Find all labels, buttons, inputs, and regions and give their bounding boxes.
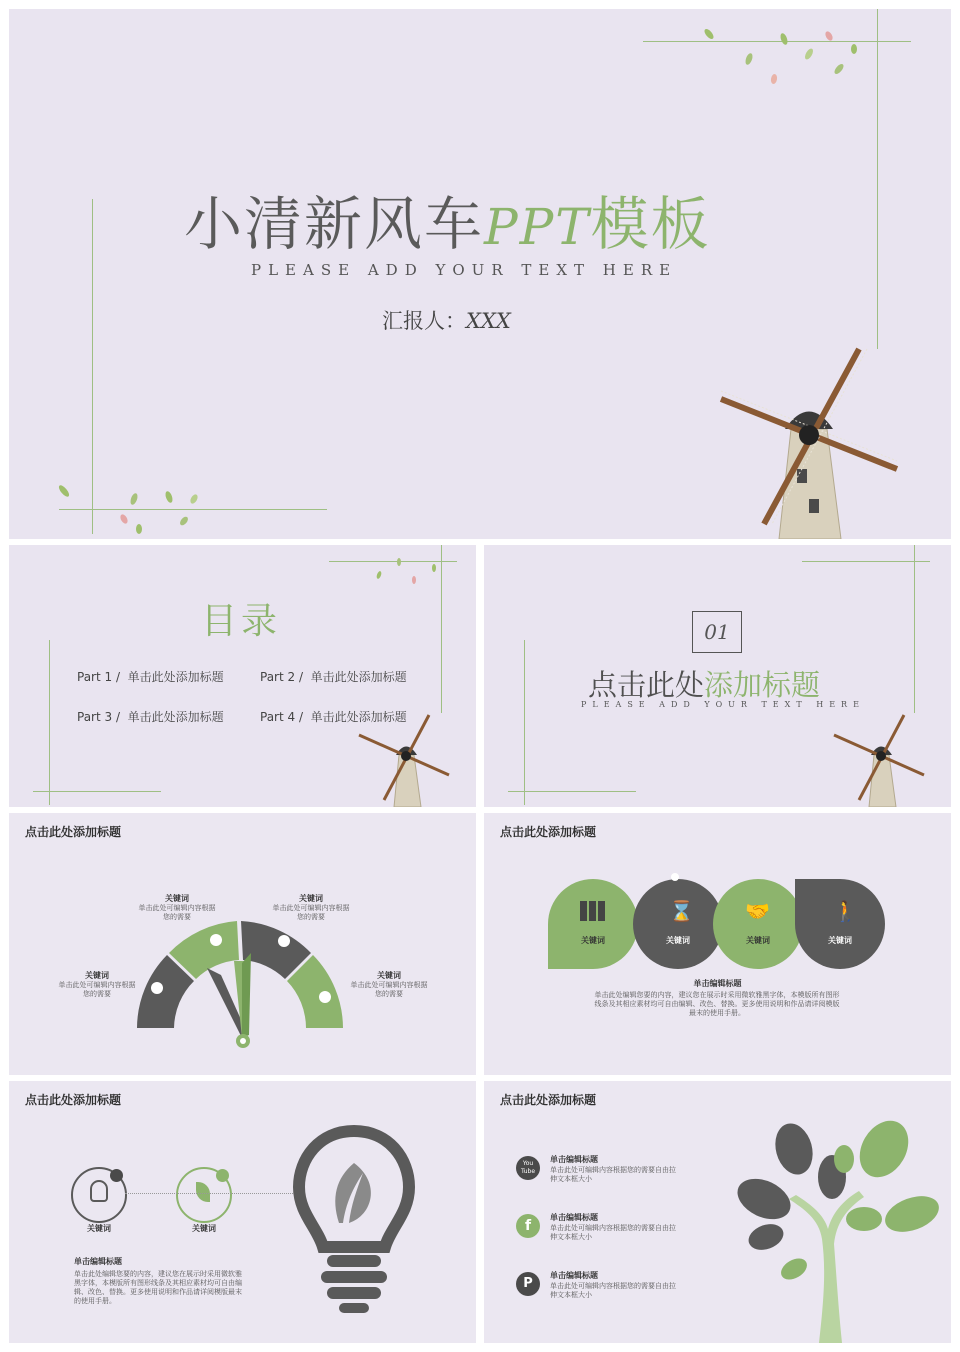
slide-title: 点击此处添加标题 bbox=[25, 825, 122, 839]
cover-title-end: 模板 bbox=[590, 190, 711, 258]
social-heading: 单击编辑标题 bbox=[550, 1213, 598, 1222]
slide-title: 点击此处添加标题 bbox=[25, 1093, 122, 1107]
keyword: 关键词 bbox=[299, 894, 323, 903]
contents-item-text: 单击此处添加标题 bbox=[310, 670, 407, 684]
keyword-desc: 单击此处可编辑内容根据您的需要 bbox=[272, 904, 350, 921]
leaf-icon bbox=[196, 1182, 210, 1202]
tree-illustration bbox=[724, 1119, 944, 1343]
leaves-decoration bbox=[339, 550, 449, 590]
gauge-label-1 bbox=[57, 970, 137, 999]
keyword-desc: 单击此处可编辑内容根据您的需要 bbox=[58, 981, 136, 998]
social-desc: 单击此处可编辑内容根据您的需要自由拉伸文本框大小 bbox=[550, 1224, 676, 1241]
lightbulb-icon bbox=[90, 1180, 108, 1202]
cover-reporter bbox=[382, 305, 511, 335]
section-title-a: 点击此处 bbox=[588, 668, 705, 702]
contents-item-part: Part 4 / bbox=[260, 710, 303, 724]
cover-subtitle: PLEASE ADD YOUR TEXT HERE bbox=[251, 261, 678, 279]
bulb-kw-2: 关键词 bbox=[192, 1224, 216, 1233]
circles-body: 单击此处编辑您要的内容，建议您在展示时采用微软雅黑字体，本模版所有图形线条及其相应素材均可自由编辑、改色、替换。更多使用说明和作品请详阅模版最末的使用手册。 bbox=[594, 991, 840, 1017]
contents-item-part: Part 1 / bbox=[77, 670, 120, 684]
section-hline-top bbox=[802, 561, 930, 562]
dot-icon bbox=[671, 873, 679, 881]
contents-item-1[interactable] bbox=[77, 668, 224, 685]
slide-contents[interactable] bbox=[9, 545, 476, 807]
keyword: 关键词 bbox=[165, 894, 189, 903]
contents-item-text: 单击此处添加标题 bbox=[310, 710, 407, 724]
section-subtitle: PLEASE ADD YOUR TEXT HERE bbox=[581, 700, 865, 709]
contents-vline-left bbox=[49, 640, 50, 805]
social-desc: 单击此处可编辑内容根据您的需要自由拉伸文本框大小 bbox=[550, 1282, 676, 1299]
hourglass-icon: ⌛ bbox=[669, 899, 694, 923]
social-heading: 单击编辑标题 bbox=[550, 1155, 598, 1164]
pinterest-icon[interactable] bbox=[516, 1272, 540, 1296]
contents-item-3[interactable] bbox=[77, 708, 224, 725]
slide-gauge[interactable] bbox=[9, 813, 476, 1075]
binders-icon bbox=[580, 901, 606, 921]
keyword: 关键词 bbox=[85, 971, 109, 980]
lightbulb-illustration bbox=[291, 1123, 417, 1319]
circle-label: 关键词 bbox=[666, 936, 690, 945]
slide-title: 点击此处添加标题 bbox=[500, 1093, 597, 1107]
person-icon: 🚶 bbox=[833, 899, 858, 923]
cover-title-accent: PPT bbox=[484, 198, 591, 256]
circles-heading: 单击编辑标题 bbox=[693, 979, 742, 988]
section-vline-right bbox=[914, 545, 915, 713]
slide-title: 点击此处添加标题 bbox=[500, 825, 597, 839]
section-hline-bottom bbox=[508, 791, 636, 792]
circle-item-4[interactable] bbox=[795, 879, 885, 969]
section-vline-left bbox=[524, 640, 525, 805]
circle-item-1[interactable] bbox=[548, 879, 638, 969]
section-title bbox=[588, 663, 820, 704]
pinterest-icon-text: P bbox=[523, 1276, 533, 1291]
circle-label: 关键词 bbox=[746, 936, 770, 945]
keyword-desc: 单击此处可编辑内容根据您的需要 bbox=[350, 981, 428, 998]
windmill-image bbox=[699, 339, 909, 539]
handshake-icon: 🤝 bbox=[745, 899, 770, 923]
gauge-label-2 bbox=[137, 893, 217, 922]
circle-item-3[interactable] bbox=[713, 879, 803, 969]
slide-circles[interactable] bbox=[484, 813, 951, 1075]
youtube-icon[interactable] bbox=[516, 1156, 540, 1180]
contents-hline-bottom bbox=[33, 791, 161, 792]
contents-item-text: 单击此处添加标题 bbox=[127, 670, 224, 684]
top-right-vline bbox=[877, 9, 878, 349]
bulb-body: 单击此处编辑您要的内容，建议您在展示时采用微软雅黑字体，本模版所有图形线条及其相应素材均可自由编辑、改色、替换。更多使用说明和作品请详阅模版最末的使用手册。 bbox=[74, 1270, 242, 1305]
section-number: 01 bbox=[692, 611, 742, 653]
gauge-label-3 bbox=[271, 893, 351, 922]
slide-section[interactable] bbox=[484, 545, 951, 807]
leaves-decoration-bottom bbox=[49, 479, 229, 539]
slide-bulb[interactable] bbox=[9, 1081, 476, 1343]
section-title-b: 添加标题 bbox=[704, 668, 821, 702]
bulb-item-1-dot bbox=[110, 1169, 123, 1182]
contents-title: 目录 bbox=[201, 601, 282, 642]
bulb-heading: 单击编辑标题 bbox=[74, 1257, 122, 1266]
social-desc: 单击此处可编辑内容根据您的需要自由拉伸文本框大小 bbox=[550, 1166, 676, 1183]
youtube-icon-text: You Tube bbox=[520, 1160, 536, 1175]
leaves-decoration-top bbox=[689, 24, 869, 94]
slide-tree[interactable] bbox=[484, 1081, 951, 1343]
gauge-label-4 bbox=[349, 970, 429, 999]
circle-label: 关键词 bbox=[828, 936, 852, 945]
windmill-image bbox=[354, 710, 454, 807]
bulb-item-2-dot bbox=[216, 1169, 229, 1182]
reporter-label: 汇报人： bbox=[382, 309, 466, 333]
keyword: 关键词 bbox=[377, 971, 401, 980]
connector-line bbox=[125, 1193, 295, 1194]
circle-item-2[interactable] bbox=[633, 879, 723, 969]
bulb-kw-1: 关键词 bbox=[87, 1224, 111, 1233]
contents-item-2[interactable] bbox=[260, 668, 407, 685]
cover-title-main: 小清新风车 bbox=[184, 190, 485, 258]
facebook-icon[interactable] bbox=[516, 1214, 540, 1238]
contents-item-part: Part 2 / bbox=[260, 670, 303, 684]
keyword-desc: 单击此处可编辑内容根据您的需要 bbox=[138, 904, 216, 921]
contents-item-part: Part 3 / bbox=[77, 710, 120, 724]
windmill-image bbox=[829, 710, 929, 807]
reporter-name: XXX bbox=[466, 309, 511, 333]
facebook-icon-text: f bbox=[524, 1218, 532, 1234]
gauge-chart bbox=[129, 913, 359, 1053]
social-heading: 单击编辑标题 bbox=[550, 1271, 598, 1280]
circle-label: 关键词 bbox=[581, 936, 605, 945]
contents-item-text: 单击此处添加标题 bbox=[127, 710, 224, 724]
slide-cover[interactable] bbox=[9, 9, 951, 539]
cover-title bbox=[184, 177, 711, 261]
